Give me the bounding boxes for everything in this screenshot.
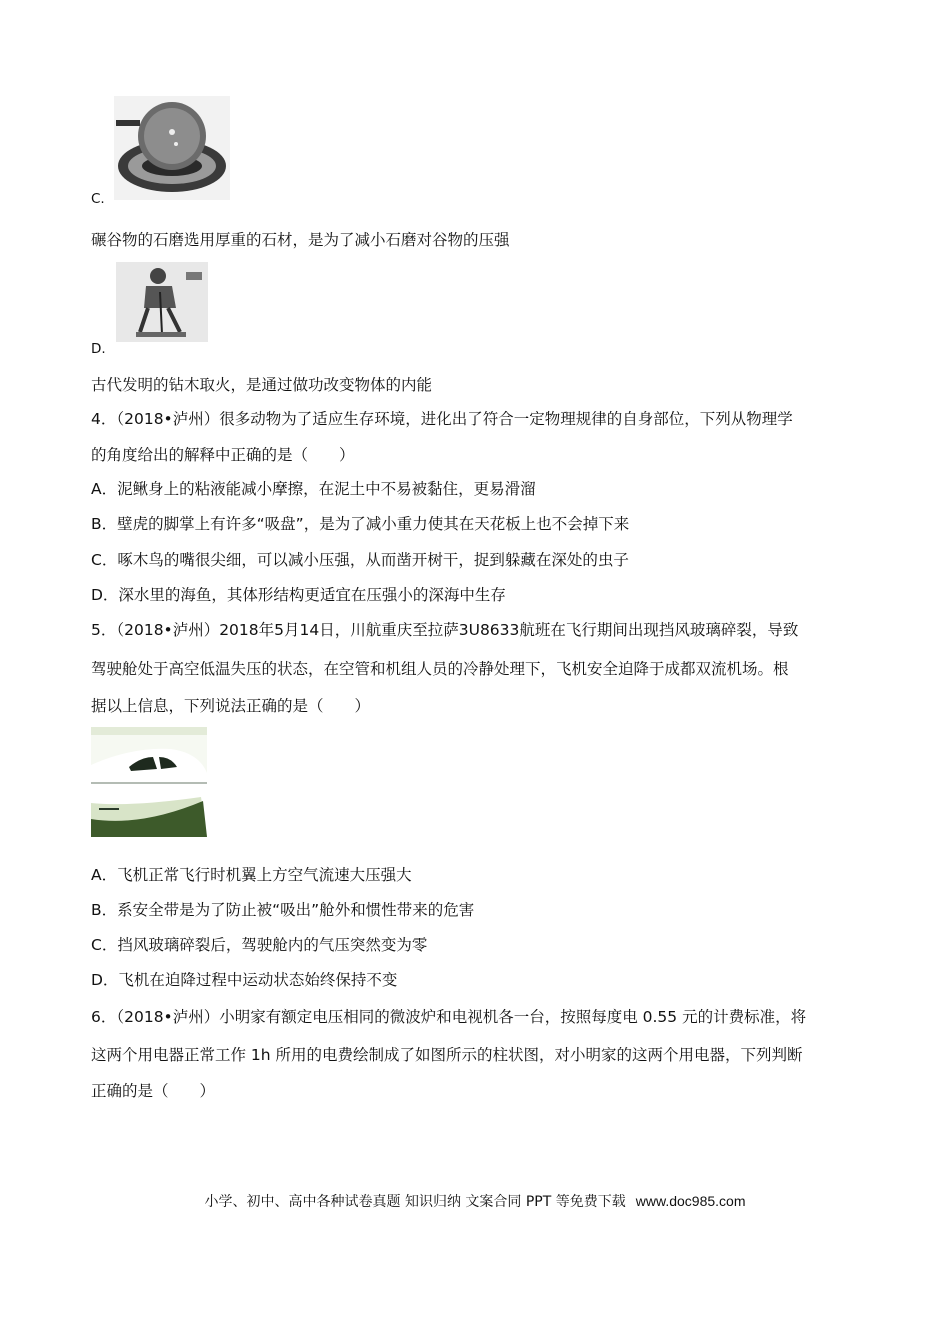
q4-option-c: C．啄木鸟的嘴很尖细，可以减小压强，从而凿开树干，捉到躲藏在深处的虫子 [91, 551, 629, 569]
option-c-text: 碾谷物的石磨选用厚重的石材，是为了减小石磨对谷物的压强 [91, 231, 510, 249]
option-d-text: 古代发明的钻木取火，是通过做功改变物体的内能 [91, 376, 433, 394]
option-d-label: D. [91, 341, 106, 357]
airplane-cockpit-image [91, 727, 207, 837]
q4-stem-line-2: 的角度给出的解释中正确的是（ ） [91, 446, 355, 464]
q4-option-b: B．壁虎的脚掌上有许多“吸盘”，是为了减小重力使其在天花板上也不会掉下来 [91, 515, 630, 533]
q6-stem-line-1: 6．（2018•泸州）小明家有额定电压相同的微波炉和电视机各一台，按照每度电 0.55 元的计费标准，将 [91, 1008, 807, 1026]
page-footer [0, 1192, 950, 1211]
q5-stem-line-3: 据以上信息，下列说法正确的是（ ） [91, 697, 371, 715]
q5-stem-line-2: 驾驶舱处于高空低温失压的状态，在空管和机组人员的冷静处理下，飞机安全迫降于成都双流机场。根 [91, 660, 789, 678]
q5-option-b: B．系安全带是为了防止被“吸出”舱外和惯性带来的危害 [91, 901, 475, 919]
q5-stem-line-1: 5．（2018•泸州）2018年5月14日，川航重庆至拉萨3U8633航班在飞行期间出现挡风玻璃碎裂，导致 [91, 621, 799, 639]
q5-option-c: C．挡风玻璃碎裂后，驾驶舱内的气压突然变为零 [91, 936, 428, 954]
fire-drill-image [116, 262, 208, 342]
q4-option-d: D．深水里的海鱼，其体形结构更适宜在压强小的深海中生存 [91, 586, 506, 604]
footer-url-link[interactable]: www.doc985.com [635, 1193, 746, 1209]
q6-stem-line-2: 这两个用电器正常工作 1h 所用的电费绘制成了如图所示的柱状图，对小明家的这两个用电器，下列判断 [91, 1046, 803, 1064]
footer-text: 小学、初中、高中各种试卷真题 知识归纳 文案合同 PPT 等免费下载 [204, 1194, 626, 1210]
q5-option-a: A．飞机正常飞行时机翼上方空气流速大压强大 [91, 866, 412, 884]
q6-stem-line-3: 正确的是（ ） [91, 1082, 216, 1100]
stone-mill-image [114, 96, 230, 200]
q4-stem-line-1: 4．（2018•泸州）很多动物为了适应生存环境，进化出了符合一定物理规律的自身部位，下列从物理学 [91, 410, 793, 428]
q4-option-a: A．泥鳅身上的粘液能减小摩擦，在泥土中不易被黏住，更易滑溜 [91, 480, 536, 498]
q5-option-d: D．飞机在迫降过程中运动状态始终保持不变 [91, 971, 398, 989]
option-c-label: C. [91, 191, 105, 207]
